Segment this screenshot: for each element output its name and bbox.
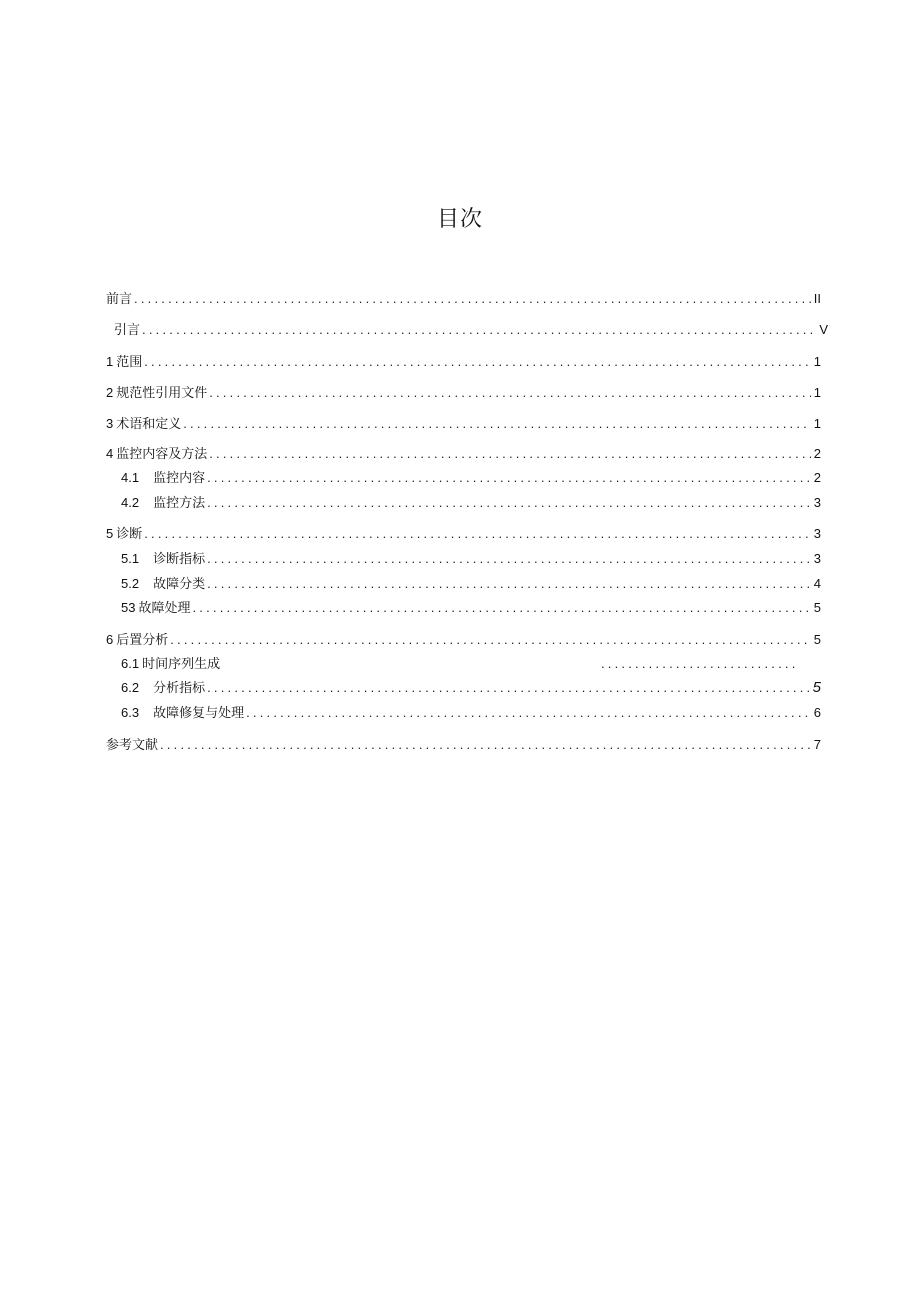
- toc-entry-number: 53: [121, 600, 136, 615]
- toc-entry-label: 监控内容: [153, 471, 206, 486]
- toc-entry-label: 前言: [106, 292, 133, 307]
- toc-entry-normative-references[interactable]: [106, 385, 821, 401]
- toc-leader-dots: [601, 656, 799, 672]
- toc-entry-number: 5.1: [121, 551, 140, 566]
- toc-leader-dots: [160, 737, 811, 753]
- toc-entry-label: 范围: [116, 355, 143, 370]
- toc-entry-number: 6: [106, 632, 114, 647]
- toc-leader-dots: [134, 291, 811, 307]
- toc-leader-dots: [207, 551, 811, 567]
- toc-page-number: 2: [813, 470, 821, 485]
- toc-page-number: 5: [812, 679, 821, 696]
- toc-entry-fault-classification[interactable]: [121, 576, 821, 592]
- toc-entry-label: 监控方法: [153, 496, 206, 511]
- toc-entry-label: 故障处理: [138, 601, 191, 616]
- toc-page-number: 1: [813, 354, 821, 369]
- toc-page-number: 3: [813, 526, 821, 541]
- toc-leader-dots: [192, 600, 811, 616]
- toc-entry-label: 参考文献: [106, 738, 159, 753]
- toc-page-number: 1: [813, 416, 821, 431]
- toc-leader-dots: [207, 576, 811, 592]
- toc-entry-number: 6.3: [121, 705, 140, 720]
- toc-entry-terms[interactable]: [106, 416, 821, 432]
- toc-entry-label: 术语和定义: [116, 417, 182, 432]
- toc-page-number: 3: [813, 551, 821, 566]
- toc-leader-dots: [170, 632, 811, 648]
- toc-entry-number: 1: [106, 354, 114, 369]
- toc-entry-number: 4.1: [121, 470, 140, 485]
- toc-entry-number: 6.1: [121, 656, 140, 671]
- toc-entry-number: 2: [106, 385, 114, 400]
- toc-entry-number: 3: [106, 416, 114, 431]
- toc-entry-introduction[interactable]: [114, 322, 828, 338]
- toc-entry-label: 诊断指标: [153, 552, 206, 567]
- toc-entry-number: 4: [106, 446, 114, 461]
- toc-entry-fault-handling[interactable]: [121, 600, 821, 616]
- page-title: 目次: [436, 207, 483, 232]
- toc-leader-dots: [207, 680, 811, 696]
- toc-leader-dots: [144, 354, 811, 370]
- toc-entry-label: 时间序列生成: [142, 657, 221, 672]
- toc-entry-label: 后置分析: [116, 633, 169, 648]
- toc-entry-number: 5: [106, 526, 114, 541]
- toc-entry-label: 引言: [114, 323, 141, 338]
- toc-leader-dots: [246, 705, 811, 721]
- toc-entry-diagnosis-indicators[interactable]: [121, 551, 821, 567]
- toc-entry-monitoring-content[interactable]: [121, 470, 821, 486]
- toc-entry-label: 诊断: [116, 527, 143, 542]
- toc-entry-fault-repair[interactable]: [121, 705, 821, 721]
- toc-leader-dots: [209, 385, 811, 401]
- toc-entry-label: 分析指标: [153, 681, 206, 696]
- toc-page-number: V: [819, 322, 828, 337]
- toc-entry-label: 故障修复与处理: [153, 706, 245, 721]
- toc-entry-analysis-indicators[interactable]: [121, 680, 821, 696]
- toc-leader-dots: [209, 446, 811, 462]
- toc-page-number: 6: [813, 705, 821, 720]
- toc-leader-dots: [207, 495, 811, 511]
- toc-page-number: 4: [813, 576, 821, 591]
- toc-entry-time-series[interactable]: [121, 656, 821, 672]
- toc-entry-monitoring-method[interactable]: [121, 495, 821, 511]
- toc-entry-post-analysis[interactable]: [106, 632, 821, 648]
- toc-entry-diagnosis[interactable]: [106, 526, 821, 542]
- toc-leader-dots: [144, 526, 811, 542]
- toc-leader-dots: [207, 470, 811, 486]
- toc-entry-label: 故障分类: [153, 577, 206, 592]
- toc-page-number: 2: [813, 446, 821, 461]
- toc-entry-label: 规范性引用文件: [116, 386, 208, 401]
- toc-page-number: 1: [813, 385, 821, 400]
- toc-page-number: II: [813, 291, 821, 306]
- toc-entry-label: 监控内容及方法: [116, 447, 208, 462]
- toc-entry-number: 5.2: [121, 576, 140, 591]
- toc-entry-monitoring[interactable]: [106, 446, 821, 462]
- toc-leader-dots: [142, 322, 817, 338]
- toc-entry-number: 6.2: [121, 680, 140, 695]
- toc-entry-scope[interactable]: [106, 354, 821, 370]
- toc-page-number: 5: [813, 600, 821, 615]
- toc-page-number: 7: [813, 737, 821, 752]
- toc-leader-dots: [183, 416, 811, 432]
- toc-entry-foreword[interactable]: [106, 291, 821, 307]
- toc-page-number: 5: [813, 632, 821, 647]
- toc-entry-bibliography[interactable]: [106, 737, 821, 753]
- toc-entry-number: 4.2: [121, 495, 140, 510]
- toc-page-number: 3: [813, 495, 821, 510]
